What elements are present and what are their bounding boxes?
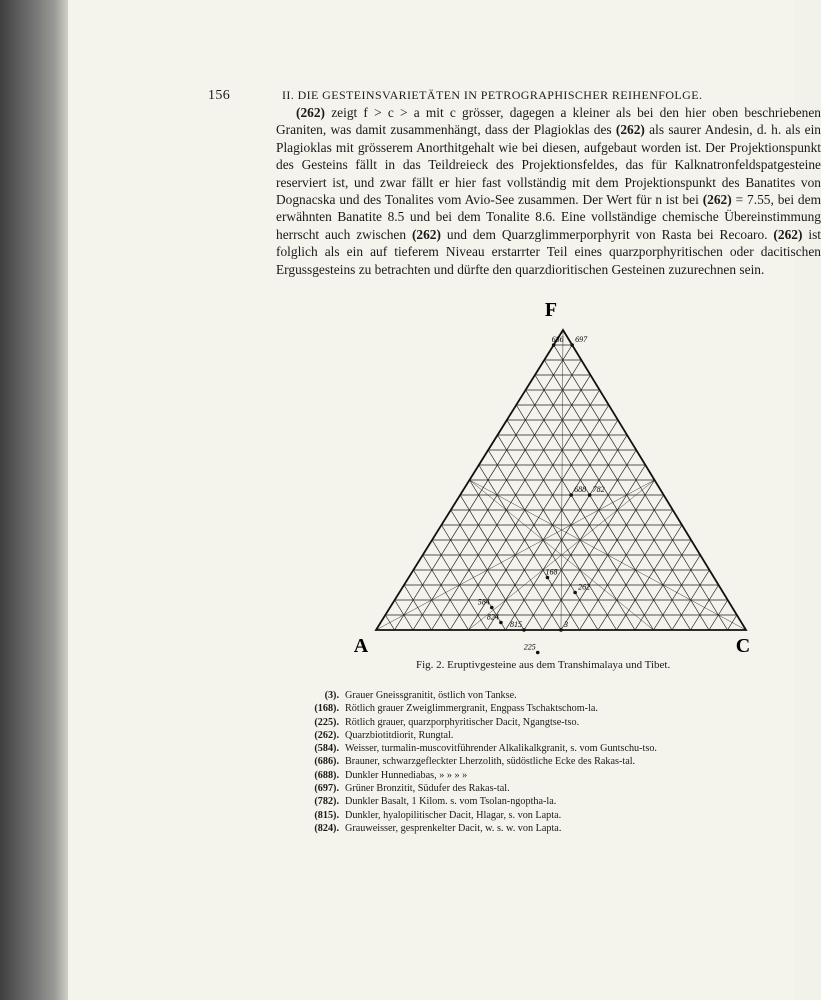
point-label: 225 — [523, 642, 536, 652]
sample-ref: (262) — [296, 105, 326, 120]
sample-legend — [299, 689, 769, 835]
point-label: 168 — [545, 567, 558, 577]
point-label: 262 — [578, 582, 591, 592]
point-label: 688 — [574, 485, 587, 494]
point-label: 824 — [486, 612, 499, 622]
figure-caption: Fig. 2. Eruptivgesteine aus dem Transhimalaya und Tibet. — [416, 659, 671, 671]
legend-number: (168). — [314, 703, 339, 715]
legend-number: (262). — [314, 729, 339, 741]
legend-text: Rötlich grauer, quarzporphyritischer Dacit, Ngangtse-tso. — [345, 716, 580, 728]
sample-ref: (262) — [773, 226, 803, 242]
legend-row — [299, 755, 769, 768]
legend-number: (584). — [314, 743, 339, 755]
legend-text: Quarzbiotitdiorit, Rungtal. — [345, 729, 454, 741]
legend-text: Grauer Gneissgranitit, östlich von Tankse. — [345, 690, 517, 701]
point-marker — [499, 621, 503, 625]
legend-number: (815). — [314, 809, 339, 821]
point-label: 697 — [575, 335, 588, 344]
legend-row — [299, 822, 769, 835]
legend-number: (3). — [324, 690, 339, 701]
legend-row — [299, 689, 769, 702]
sample-ref: (262) — [411, 226, 441, 242]
legend-number: (225). — [314, 716, 339, 728]
legend-text: Grauweisser, gesprenkelter Dacit, w. s. w. von Lapta. — [345, 822, 562, 834]
legend-text: Dunkler Basalt, 1 Kilom. s. vom Tsolan-ngoptha-la. — [345, 796, 557, 808]
ternary-diagram — [351, 290, 771, 660]
sample-ref: (262) — [702, 192, 732, 208]
legend-number: (688). — [314, 769, 339, 781]
point-label: 686 — [551, 335, 564, 344]
book-page — [68, 0, 821, 1000]
legend-text: Brauner, schwarzgefleckter Lherzolith, südöstliche Ecke des Rakas-tal. — [345, 756, 636, 768]
running-title: II. DIE GESTEINSVARIETÄTEN IN PETROGRAPHISCHER REIHENFOLGE. — [282, 88, 703, 102]
point-label: 584 — [477, 597, 490, 607]
legend-row — [299, 769, 769, 782]
legend-row — [299, 716, 769, 729]
legend-text: Weisser, turmalin-muscovitführender Alkalikalkgranit, s. vom Guntschu-tso. — [345, 743, 657, 755]
triangle-grid — [376, 330, 746, 630]
legend-number: (686). — [314, 756, 339, 768]
point-marker — [522, 628, 526, 632]
legend-row — [299, 795, 769, 808]
point-marker — [536, 651, 540, 655]
paragraph-text: ist folglich als ein auf tieferem Niveau erstarrter Teil eines quarzporphyritischen oder dacitischen Ergussgesteins zu betrachten und dürfte den quarzdioritischen Gesteinen zuzurechnen sein. — [276, 226, 821, 277]
legend-number: (782). — [314, 796, 339, 808]
point-label: 815 — [510, 620, 522, 629]
book-page-edge — [0, 0, 68, 1000]
page-number: 156 — [208, 88, 231, 103]
paragraph-text: zeigt f > c > a mit c grösser, dagegen a kleiner als bei den hier oben beschriebenen Graniten, was damit zusammenhängt, dass der Plagioklas des — [276, 105, 821, 138]
paragraph-text: als saurer Andesin, d. h. als ein Plagioklas mit grösserem Anorthitgehalt wie bei diesen, aufgebaut worden ist. Der Projektionspunkt des Gesteins fällt in das Teildreieck des Projektionsfeldes, das für Kalknatronfeldspatgesteine reserviert ist, und zwar fällt er hier fast vollständig mit dem Projektionspunkt des Banatites von Dognacska und des Tonalites vom Avio-See zusammen. Der Wert für n ist bei — [276, 122, 821, 208]
legend-text: Dunkler Hunnediabas, » » » » — [345, 769, 468, 781]
paragraph-text: = 7.55, bei dem erwähnten Banatite 8.5 und bei dem Tonalite 8.6. Eine vollständige chemische Übereinstimmung herrscht auch zwischen — [276, 192, 821, 242]
point-label: 782 — [592, 485, 605, 494]
legend-row — [299, 702, 769, 715]
legend-text: Dunkler, hyalopilitischer Dacit, Hlagar, s. von Lapta. — [345, 809, 562, 821]
legend-number: (824). — [314, 822, 339, 834]
legend-row — [299, 809, 769, 822]
legend-number: (697). — [314, 783, 339, 795]
point-marker — [569, 493, 573, 497]
sample-ref: (262) — [615, 122, 645, 138]
legend-text: Rötlich grauer Zweiglimmergranit, Engpass Tschaktschom-la. — [345, 703, 598, 715]
body-paragraph — [276, 104, 821, 278]
vertex-label-c: C — [735, 635, 751, 657]
point-marker — [570, 343, 574, 347]
legend-row — [299, 729, 769, 742]
vertex-label-f: F — [544, 299, 558, 321]
legend-row — [299, 782, 769, 795]
legend-row — [299, 742, 769, 755]
point-marker — [559, 628, 563, 632]
legend-text: Grüner Bronzitit, Südufer des Rakas-tal. — [345, 783, 510, 795]
vertex-label-a: A — [353, 635, 369, 657]
point-marker — [573, 591, 577, 595]
point-label: 3 — [564, 620, 568, 629]
paragraph-text: und dem Quarzglimmerporphyrit von Rasta bei Recoaro. — [440, 226, 774, 242]
point-marker — [490, 606, 494, 610]
point-marker — [588, 493, 592, 497]
